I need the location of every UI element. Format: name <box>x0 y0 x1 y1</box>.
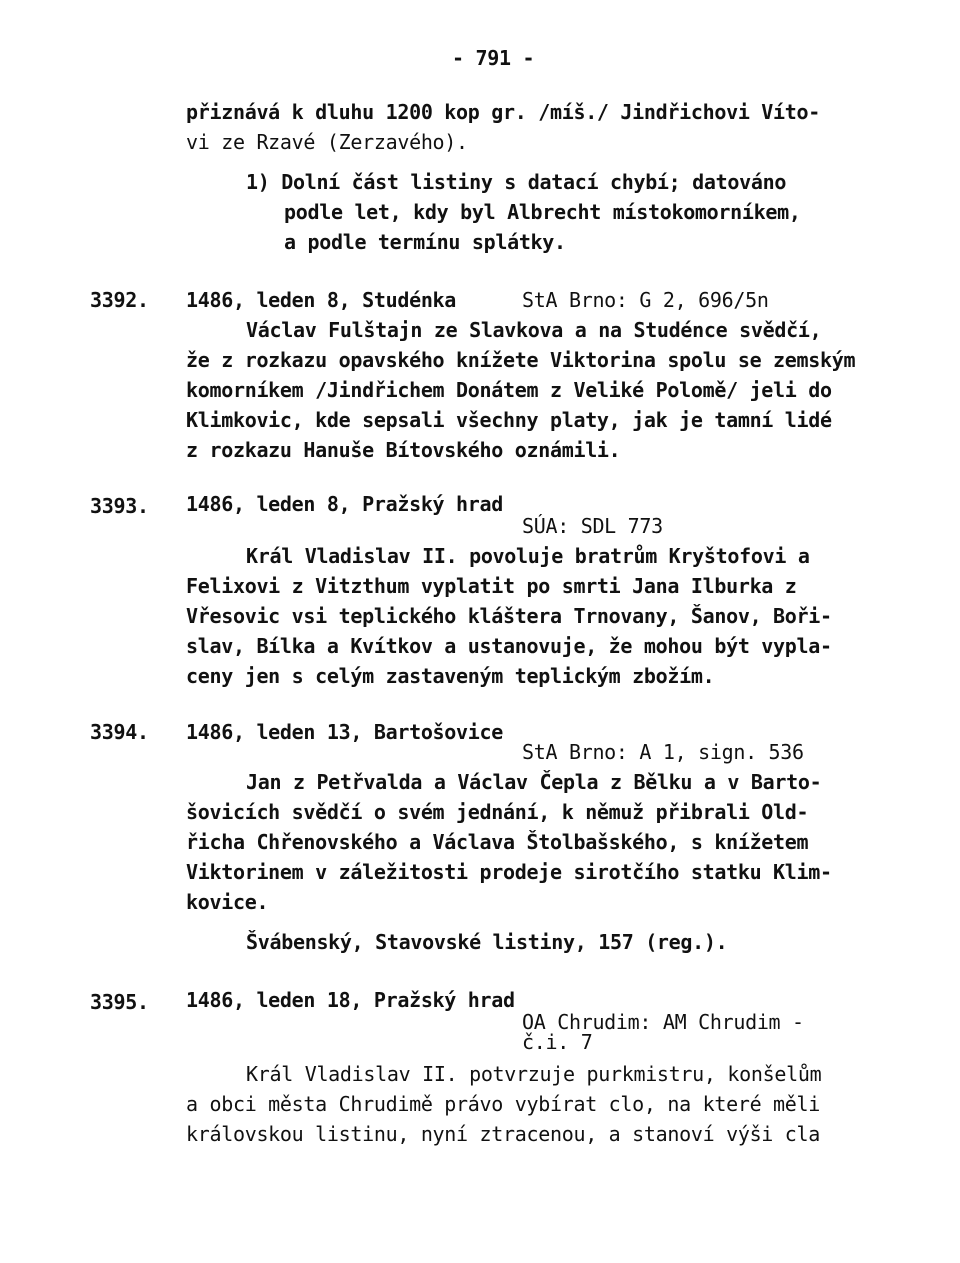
entry-body-line: řicha Chřenovského a Václava Štolbašského, s knížetem <box>186 830 809 854</box>
entry-body-line: šovicích svědčí o svém jednání, k němuž přibrali Old- <box>186 800 809 824</box>
entry-body-line: královskou listinu, nyní ztracenou, a stanoví výši cla <box>186 1122 821 1146</box>
entry-archive: StA Brno: G 2, 696/5n <box>522 288 769 312</box>
entry-body-line: Jan z Petřvalda a Václav Čepla z Bělku a v Barto- <box>246 770 822 794</box>
entry-body-line: Vřesovic vsi teplického kláštera Trnovany, Šanov, Boři- <box>186 604 832 628</box>
intro-line: přiznává k dluhu 1200 kop gr. /míš./ Jindřichovi Víto- <box>186 100 821 124</box>
entry-header: 1486, leden 18, Pražský hrad <box>186 988 515 1012</box>
entry-archive: StA Brno: A 1, sign. 536 <box>522 740 804 764</box>
entry-body-line: Klimkovic, kde sepsali všechny platy, jak je tamní lidé <box>186 408 832 432</box>
entry-header: 1486, leden 8, Studénka <box>186 288 457 312</box>
entry-body-line: komorníkem /Jindřichem Donátem z Veliké Polomě/ jeli do <box>186 378 832 402</box>
footnote-line: 1) Dolní část listiny s datací chybí; datováno <box>246 170 787 194</box>
entry-body-line: Král Vladislav II. potvrzuje purkmistru, konšelům <box>246 1062 822 1086</box>
entry-literature: Švábenský, Stavovské listiny, 157 (reg.). <box>246 930 728 954</box>
footnote-line: podle let, kdy byl Albrecht místokomorníkem, <box>284 200 801 224</box>
entry-body-line: Viktorinem v záležitosti prodeje sirotčího statku Klim- <box>186 860 832 884</box>
entry-archive: OA Chrudim: AM Chrudim - <box>522 1010 804 1034</box>
entry-number: 3394. <box>90 720 149 744</box>
entry-body-line: že z rozkazu opavského knížete Viktorina spolu se zemským <box>186 348 856 372</box>
entry-number: 3393. <box>90 494 149 518</box>
entry-body-line: a obci města Chrudimě právo vybírat clo, na které měli <box>186 1092 821 1116</box>
entry-body-line: ceny jen s celým zastaveným teplickým zbožím. <box>186 664 715 688</box>
entry-body-line: Václav Fulštajn ze Slavkova a na Studénce svědčí, <box>246 318 822 342</box>
entry-header: 1486, leden 13, Bartošovice <box>186 720 504 744</box>
entry-body-line: z rozkazu Hanuše Bítovského oznámili. <box>186 438 621 462</box>
footnote-line: a podle termínu splátky. <box>284 230 566 254</box>
entry-number: 3392. <box>90 288 149 312</box>
entry-body-line: slav, Bílka a Kvítkov a ustanovuje, že mohou být vypla- <box>186 634 832 658</box>
entry-archive: č.i. 7 <box>522 1030 593 1054</box>
entry-archive: SÚA: SDL 773 <box>522 514 663 538</box>
page-number: - 791 - <box>452 46 535 70</box>
entry-body-line: Felixovi z Vitzthum vyplatit po smrti Jana Ilburka z <box>186 574 797 598</box>
intro-line: vi ze Rzavé (Zerzavého). <box>186 130 468 154</box>
entry-number: 3395. <box>90 990 149 1014</box>
entry-body-line: Král Vladislav II. povoluje bratrům Kryštofovi a <box>246 544 810 568</box>
entry-header: 1486, leden 8, Pražský hrad <box>186 492 504 516</box>
entry-body-line: kovice. <box>186 890 269 914</box>
